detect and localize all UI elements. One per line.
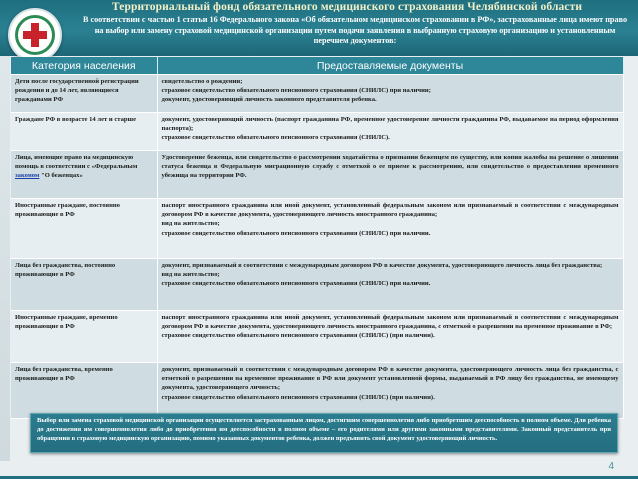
documents-cell [157,259,623,311]
document-line: документ, удостоверяющий личность законного представителя ребенка. [161,96,377,104]
table-row [11,363,623,419]
document-line: Удостоверение беженца, или свидетельство о рассмотрении ходатайства о признании беженцем по существу, или копия жалобы на решение о лишении статуса беженца в Федеральную миграционную службу с отметкой о ее приеме к рассмотрению, или свидетельство о предоставлении временного убежища на территории РФ. [161,154,619,180]
documents-cell [157,113,623,151]
document-line: вид на жительство; [161,271,220,279]
table-row [11,259,623,311]
column-header-documents: Предоставляемые документы [157,57,623,75]
page-number: 4 [608,461,614,472]
category-cell: Лица без гражданства, временно проживающие в РФ [11,363,157,419]
document-line: страховое свидетельство обязательного пенсионного страхования (СНИЛС) при наличии. [161,229,431,237]
documents-cell [157,363,623,419]
law-link[interactable]: законом [15,172,40,180]
document-line: страховое свидетельство обязательного пенсионного страхования (СНИЛС) при наличии. [161,280,431,288]
document-line: документ, удостоверяющий личность (паспорт гражданина РФ, временное удостоверение личности гражданина РФ, выдаваемое на период оформления паспорта); [161,116,619,133]
document-line: страховое свидетельство обязательного пенсионного страхования (СНИЛС) (при наличии). [161,332,435,340]
column-header-category: Категория населения [11,57,157,75]
table-row [11,75,623,113]
table-row [11,199,623,259]
documents-cell [157,311,623,363]
table-header-row [11,57,623,75]
document-line: свидетельство о рождении; [161,78,243,85]
logo-cross-horizontal [23,31,47,39]
header-banner [0,0,638,56]
document-line: документ, признаваемый в соответствии с международным договором РФ в качестве документа, удостоверяющего личность лица без гражданства, с отметкой о разрешении на временное проживание в РФ или документ установленной формы, выдаваемый в РФ лицу без гражданства, не имеющему документа, удостоверяющего личность; [161,366,619,392]
category-cell [11,151,157,199]
page-title: Территориальный фонд обязательного медицинского страхования Челябинской области [111,1,583,13]
category-text: Лица, имеющие право на медицинскую помощь в соответствии с «Федеральным [15,154,138,171]
category-cell: Лица без гражданства, постоянно проживающие в РФ [11,259,157,311]
document-line: паспорт иностранного гражданина или иной документ, установленный федеральным законом или признаваемый в соответствии с международным договором РФ в качестве документа, удостоверяющего личность иностранного гражданина; [161,202,619,219]
table-row [11,311,623,363]
table-row [11,113,623,151]
document-line: страховое свидетельство обязательного пенсионного страхования (СНИЛС) при наличии; [161,87,431,95]
document-line: страховое свидетельство обязательного пенсионного страхования (СНИЛС) (при наличии). [161,393,435,401]
documents-cell [157,199,623,259]
category-text: "О беженцах» [39,172,83,180]
info-note-box: Выбор или замена страховой медицинской организации осуществляется застрахованным лицом, достигшим совершеннолетия либо приобретшим дееспособность в полном объеме. Для ребенка до достижения им совершеннолетия либо до приобретения им дееспособности в полном объеме – его родителями или другими законными представителями. Законный представитель при обращении в страховую медицинскую организацию, помимо указанных документов ребенка, должен предъявить свой документ удостоверяющий личность. [30,413,618,453]
document-line: документ, признаваемый в соответствии с международным договором РФ в качестве документа, удостоверяющего личность лица без гражданства; [161,262,603,269]
category-cell: Иностранные граждане, постоянно проживающие в РФ [11,199,157,259]
documents-cell [157,151,623,199]
page-subtitle: В соответствии с частью 1 статьи 16 Федерального закона «Об обязательном медицинском страховании в РФ», застрахованные лица имеют право на выбор или замену страховой медицинской организации путем подачи заявления в выбранную страховую организацию и установленным перечнем документов: [82,15,628,45]
table-row [11,151,623,199]
tfoms-logo-icon [8,8,62,62]
category-cell: Иностранные граждане, временно проживающие в РФ [11,311,157,363]
document-line: страховое свидетельство обязательного пенсионного страхования (СНИЛС). [161,134,390,142]
category-cell: Дети после государственной регистрации рождения и до 14 лет, являющиеся гражданами РФ [11,75,157,113]
documents-cell [157,75,623,113]
documents-table [11,57,624,419]
document-line: паспорт иностранного гражданина или иной документ, установленный федеральным законом или признаваемый в соответствии с международным договором РФ в качестве документа, удостоверяющего личность иностранного гражданина, с отметкой о разрешении на временное проживание в РФ; [161,314,619,331]
document-line: вид на жительство; [161,220,220,228]
slide-left-edge [0,56,10,461]
category-cell: Граждане РФ в возрасте 14 лет и старше [11,113,157,151]
